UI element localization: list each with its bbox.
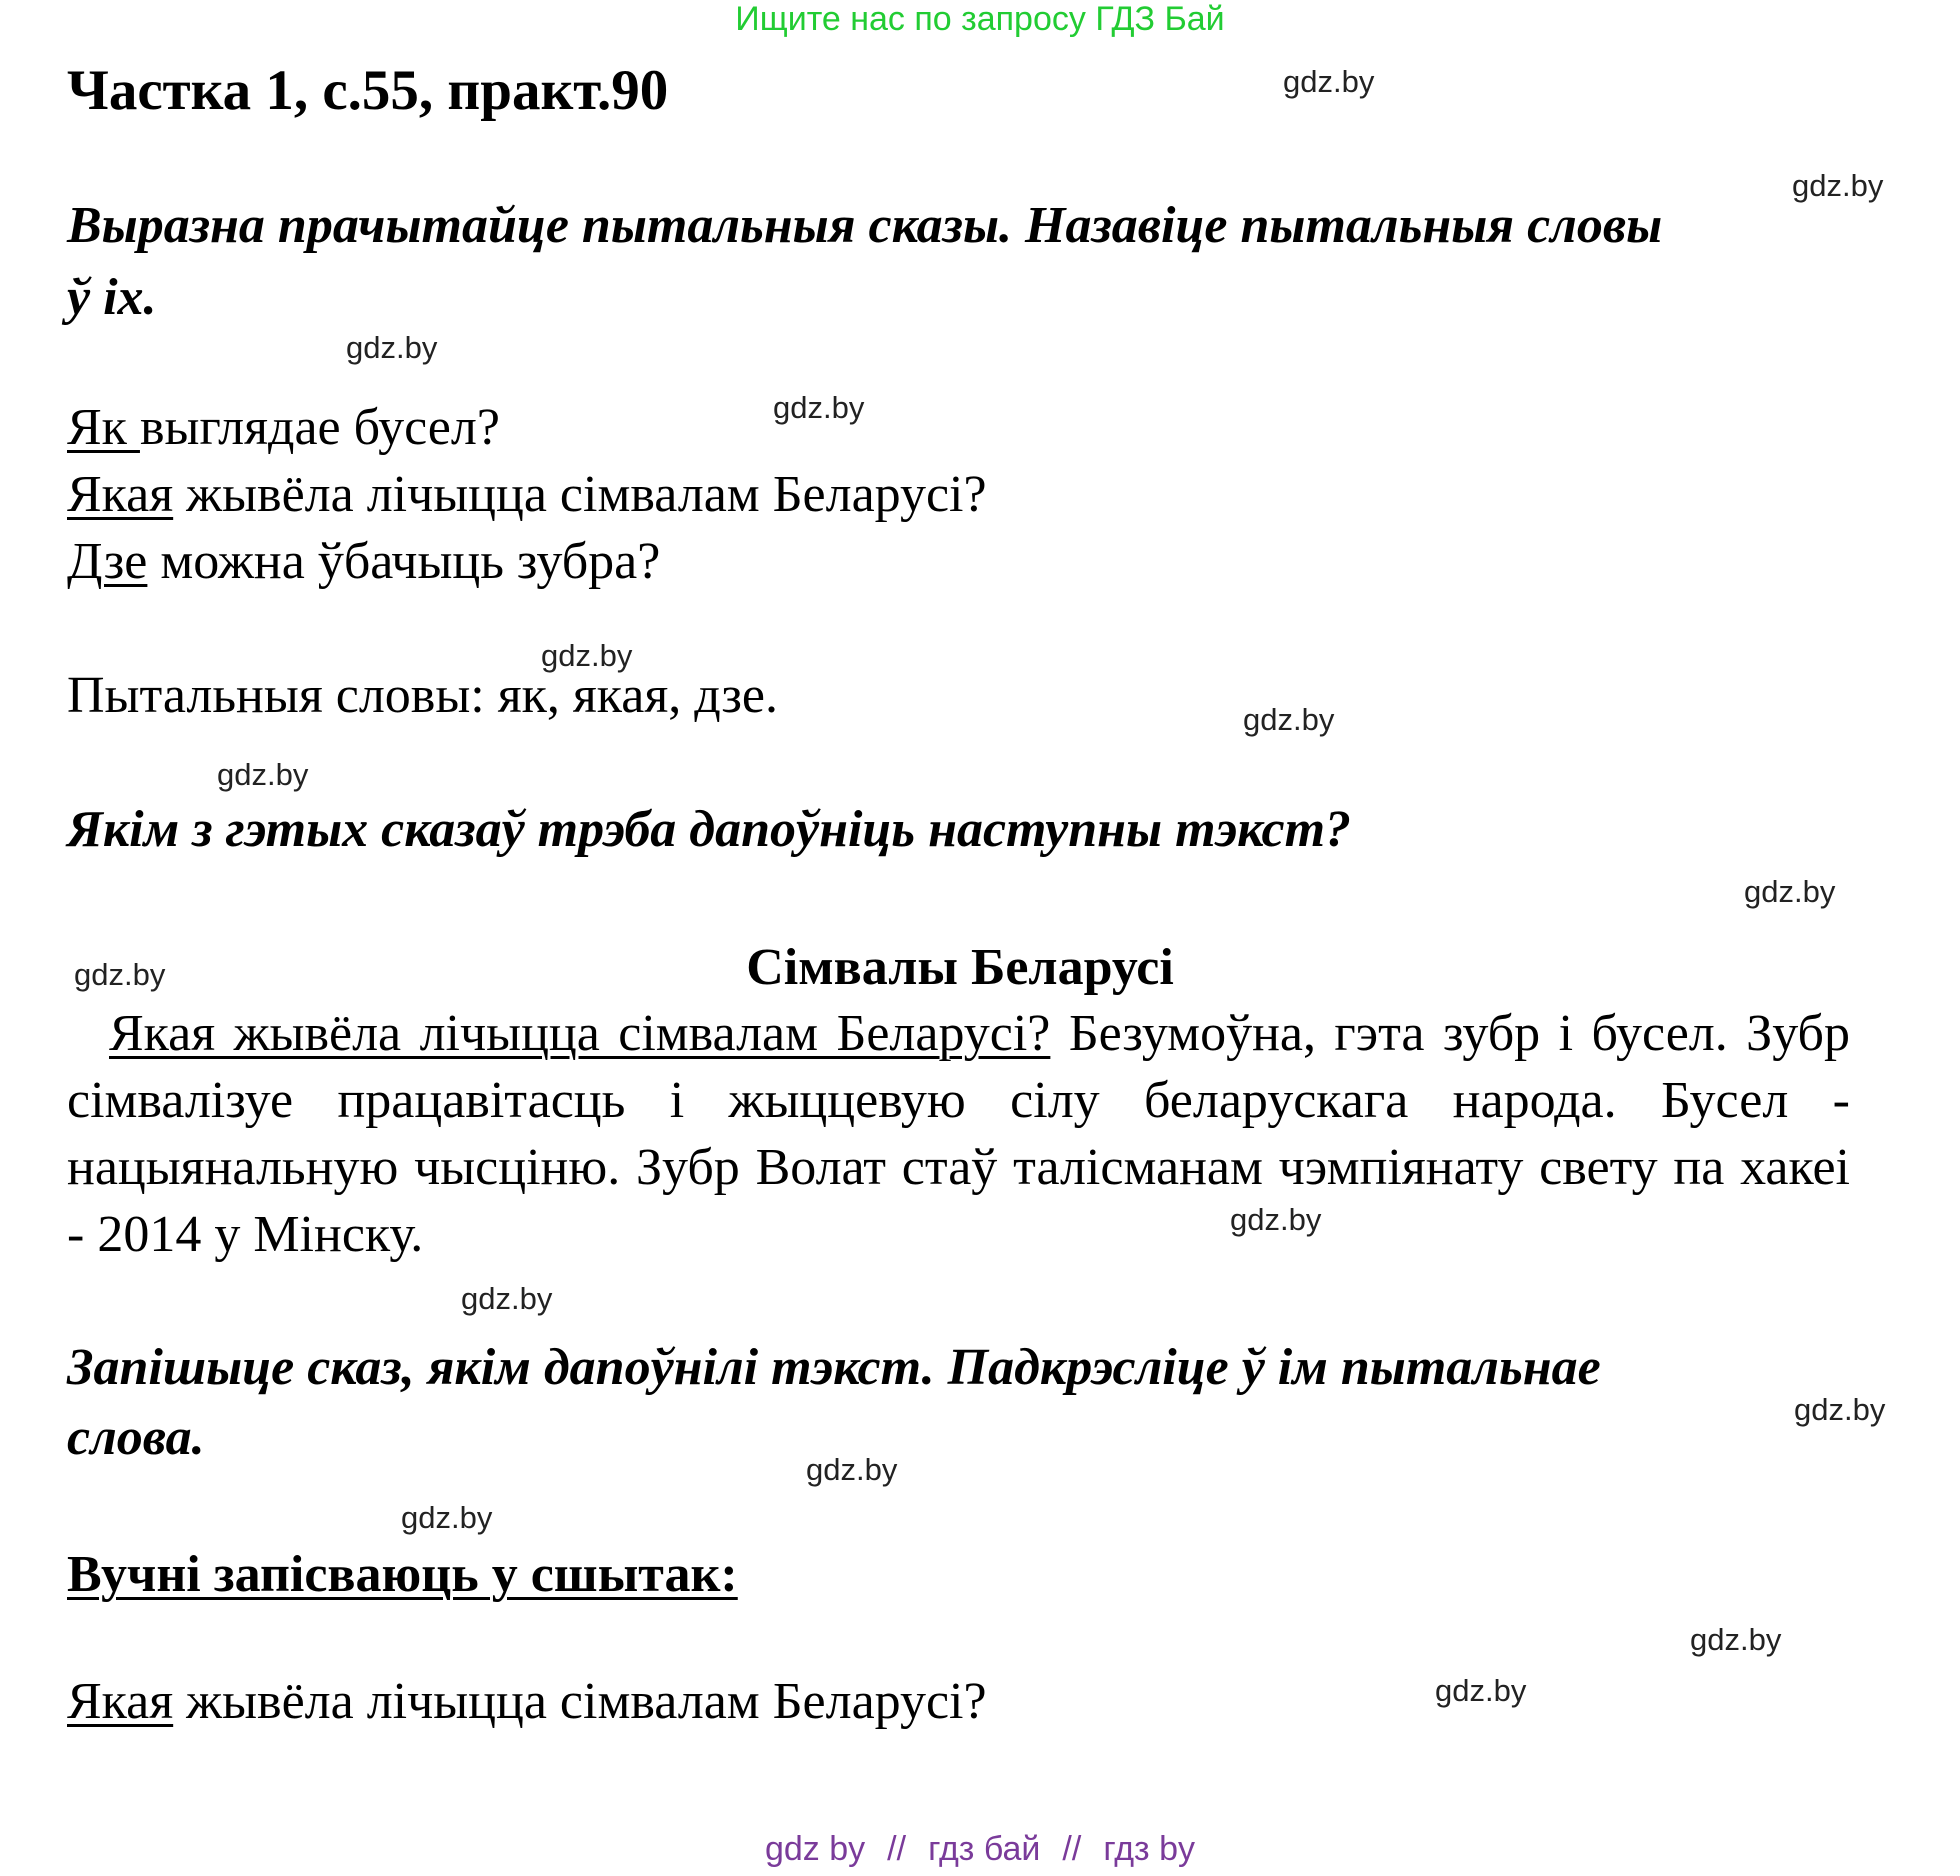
watermark: gdz.by bbox=[401, 1500, 493, 1535]
watermark: gdz.by bbox=[1243, 702, 1335, 737]
task3-line2: слова. bbox=[67, 1409, 205, 1466]
question-word: Дзе bbox=[67, 533, 148, 590]
text-paragraph bbox=[67, 1000, 1850, 1268]
watermark: gdz.by bbox=[1283, 64, 1375, 99]
watermark: gdz.by bbox=[541, 638, 633, 673]
watermark: gdz.by bbox=[346, 330, 438, 365]
watermark: gdz.by bbox=[1690, 1622, 1782, 1657]
text-heading: Сімвалы Беларусі bbox=[746, 939, 1174, 996]
sentence-2 bbox=[67, 465, 987, 524]
watermark: gdz.by bbox=[806, 1452, 898, 1487]
question-word: Якая bbox=[67, 466, 174, 523]
question-word: Якая bbox=[67, 1673, 174, 1730]
watermark: gdz.by bbox=[1230, 1202, 1322, 1237]
paragraph-rest: Безумоўна, гэта зубр і бусел. Зубр сімвалізуе працавітасць і жыццевую сілу беларускага народа. Бусел - нацыянальную чысціню. Зубр Волат стаў талісманам чэмпіянату свету па хакеі - 2014 у Мінску. bbox=[67, 1005, 1851, 1263]
watermark: gdz.by bbox=[1792, 168, 1884, 203]
sentence-1 bbox=[67, 398, 500, 457]
watermark: gdz.by bbox=[773, 390, 865, 425]
notebook-label-text: Вучні запісваюць у сшытак: bbox=[67, 1546, 738, 1603]
sentence-3 bbox=[67, 532, 660, 591]
watermark: gdz.by bbox=[461, 1281, 553, 1316]
task1-line1: Выразна прачытайце пытальныя сказы. Назавіце пытальныя словы bbox=[67, 197, 1663, 254]
page-title: Частка 1, с.55, практ.90 bbox=[67, 59, 669, 122]
paragraph-question: Якая жывёла лічыцца сімвалам Беларусі? bbox=[109, 1005, 1051, 1062]
task1-line2: ў іх. bbox=[67, 269, 157, 326]
footer-part-3: гдз by bbox=[1103, 1830, 1195, 1868]
task2: Якім з гэтых сказаў трэба дапоўніць наступны тэкст? bbox=[67, 801, 1352, 858]
notebook-label bbox=[67, 1545, 738, 1604]
answer-words: Пытальныя словы: як, якая, дзе. bbox=[67, 667, 778, 724]
question-word: Як bbox=[67, 399, 140, 456]
watermark: gdz.by bbox=[74, 957, 166, 992]
footer-separator: // bbox=[1062, 1830, 1082, 1868]
footer-part-2: гдз бай bbox=[928, 1830, 1041, 1868]
watermark: gdz.by bbox=[1435, 1673, 1527, 1708]
watermark: gdz.by bbox=[217, 757, 309, 792]
sentence-rest: можна ўбачыць зубра? bbox=[147, 533, 661, 590]
sentence-rest: жывёла лічыцца сімвалам Беларусі? bbox=[173, 466, 987, 523]
footer-separator: // bbox=[887, 1830, 907, 1868]
final-sentence bbox=[67, 1672, 987, 1731]
task3-line1: Запішыце сказ, якім дапоўнілі тэкст. Падкрэсліце ў ім пытальнае bbox=[67, 1339, 1601, 1396]
watermark: gdz.by bbox=[1794, 1392, 1886, 1427]
top-banner: Ищите нас по запросу ГДЗ Бай bbox=[735, 0, 1225, 38]
sentence-rest: выглядае бусел? bbox=[139, 399, 500, 456]
sentence-rest: жывёла лічыцца сімвалам Беларусі? bbox=[173, 1673, 987, 1730]
footer bbox=[0, 1830, 1960, 1869]
footer-part-1: gdz by bbox=[764, 1830, 866, 1868]
watermark: gdz.by bbox=[1744, 874, 1836, 909]
